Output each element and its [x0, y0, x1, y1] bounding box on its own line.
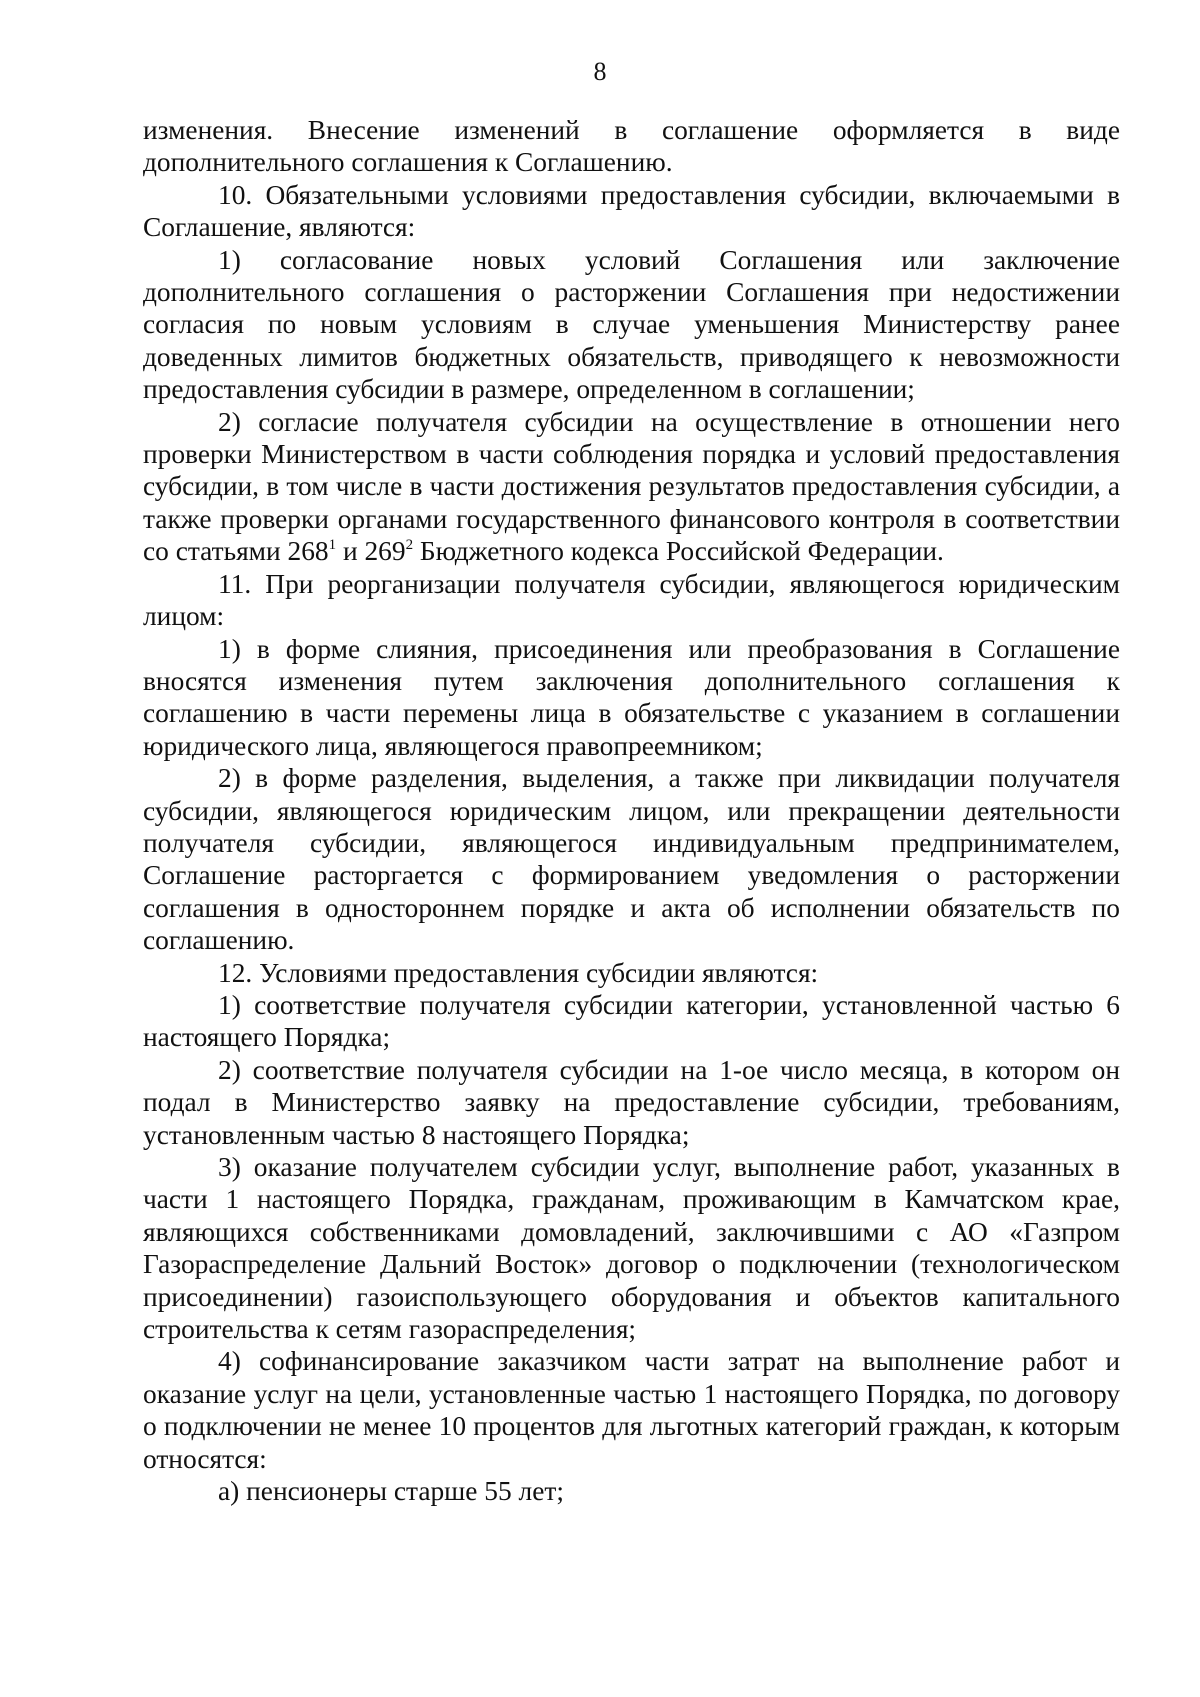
paragraph-item-10-2 [143, 406, 1120, 568]
page-number: 8 [593, 57, 607, 86]
paragraph-item-10-1: 1) согласование новых условий Соглашения или заключение дополнительного соглашения о расторжении Соглашения при недостижении согласия по новым условиям в случае уменьшения Министерству ранее доведенных лимитов бюджетных обязательств, приводящего к невозможности предоставления субсидии в размере, определенном в соглашении; [143, 244, 1120, 405]
paragraph-item-10-2-text: 2) согласие получателя субсидии на осуществление в отношении него проверки Министерством в части соблюдения порядка и условий предоставления субсидии, в том числе в части достижения результатов предоставления субсидии, а также проверки органами государственного финансового контроля в соответствии со статьями 268 [143, 406, 1120, 567]
paragraph-item-12-2: 2) соответствие получателя субсидии на 1-ое число месяца, в котором он подал в Министерство заявку на предоставление субсидии, требованиям, установленным частью 8 настоящего Порядка; [143, 1054, 1120, 1150]
superscript-1: 1 [328, 537, 337, 554]
paragraph-item-10-2-text-2: и 269 [336, 536, 406, 567]
paragraph-item-11: 11. При реорганизации получателя субсидии, являющегося юридическим лицом: [143, 568, 1120, 632]
paragraph-item-11-2: 2) в форме разделения, выделения, а также при ликвидации получателя субсидии, являющегося юридическим лицом, или прекращении деятельности получателя субсидии, являющегося индивидуальным предпринимателем, Соглашение расторгается с формированием уведомления о расторжении соглашения в одностороннем порядке и акта об исполнении обязательств по соглашению. [143, 763, 1120, 956]
paragraph-item-12-3: 3) оказание получателем субсидии услуг, выполнение работ, указанных в части 1 настоящего Порядка, гражданам, проживающим в Камчатском крае, являющихся собственниками домовладений, заключившими с АО «Газпром Газораспределение Дальний Восток» договор о подключении (технологическом присоединении) газоиспользующего оборудования и объектов капитального строительства к сетям газораспределения; [143, 1152, 1120, 1345]
paragraph-continuation: изменения. Внесение изменений в соглашение оформляется в виде дополнительного соглашения к Соглашению. [143, 115, 1120, 178]
document-body [143, 114, 1120, 1507]
paragraph-item-12-1: 1) соответствие получателя субсидии категории, установленной частью 6 настоящего Порядка; [143, 989, 1120, 1053]
paragraph-item-10: 10. Обязательными условиями предоставления субсидии, включаемыми в Соглашение, являются: [143, 179, 1120, 243]
superscript-2: 2 [405, 537, 414, 554]
paragraph-item-12: 12. Условиями предоставления субсидии являются: [218, 957, 819, 988]
paragraph-item-11-1: 1) в форме слияния, присоединения или преобразования в Соглашение вносятся изменения путем заключения дополнительного соглашения к соглашению в части перемены лица в обязательстве с указанием в соглашении юридического лица, являющегося правопреемником; [143, 633, 1120, 761]
paragraph-item-12-4: 4) софинансирование заказчиком части затрат на выполнение работ и оказание услуг на цели, установленные частью 1 настоящего Порядка, по договору о подключении не менее 10 процентов для льготных категорий граждан, к которым относятся: [143, 1346, 1120, 1474]
paragraph-item-10-2-text-3: Бюджетного кодекса Российской Федерации. [413, 536, 944, 567]
paragraph-item-12-4-a: а) пенсионеры старше 55 лет; [218, 1476, 564, 1507]
